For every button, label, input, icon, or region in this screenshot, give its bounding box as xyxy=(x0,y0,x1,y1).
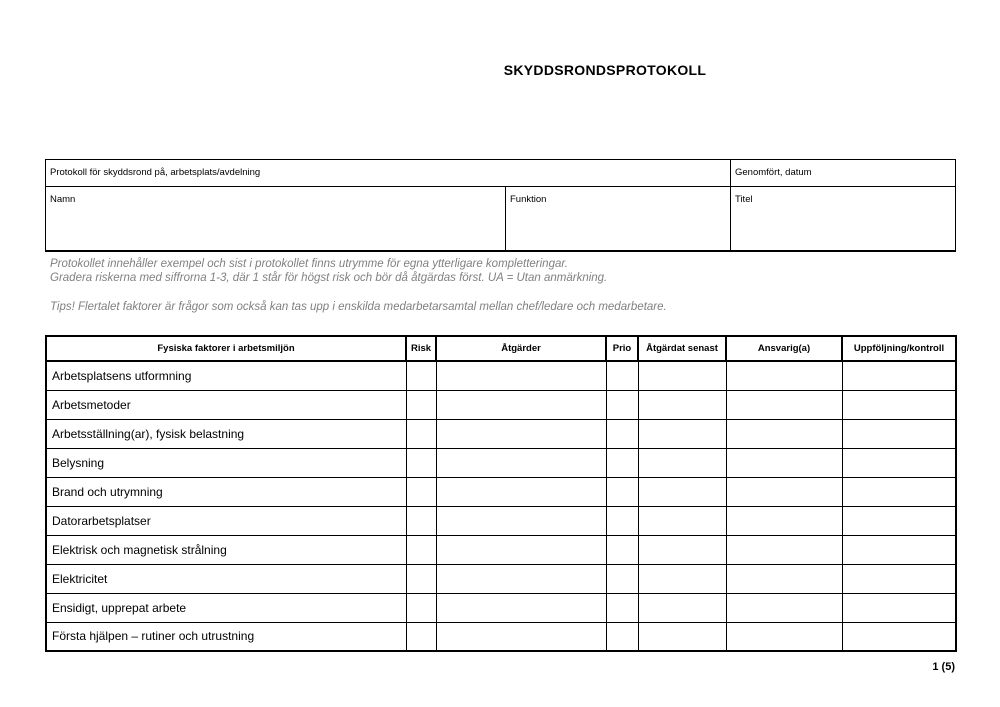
header-uppfoljning: Uppföljning/kontroll xyxy=(842,336,956,361)
factor-cell: Elektrisk och magnetisk strålning xyxy=(46,535,406,564)
table-row xyxy=(46,622,956,651)
risk-cell xyxy=(406,419,436,448)
factor-cell: Arbetsställning(ar), fysisk belastning xyxy=(46,419,406,448)
risk-cell xyxy=(406,564,436,593)
uppfoljning-cell xyxy=(842,622,956,651)
atgardat-senast-cell xyxy=(638,593,726,622)
atgarder-cell xyxy=(436,477,606,506)
instruction-paragraph xyxy=(50,258,607,285)
atgardat-senast-cell xyxy=(638,506,726,535)
factor-cell: Ensidigt, upprepat arbete xyxy=(46,593,406,622)
factor-cell: Arbetsmetoder xyxy=(46,390,406,419)
uppfoljning-cell xyxy=(842,419,956,448)
atgarder-cell xyxy=(436,564,606,593)
uppfoljning-cell xyxy=(842,506,956,535)
table-row xyxy=(46,477,956,506)
header-ansvarig: Ansvarig(a) xyxy=(726,336,842,361)
protocol-header-form xyxy=(45,159,956,252)
prio-cell xyxy=(606,593,638,622)
factor-cell: Brand och utrymning xyxy=(46,477,406,506)
factor-cell: Datorarbetsplatser xyxy=(46,506,406,535)
ansvarig-cell xyxy=(726,477,842,506)
atgardat-senast-cell xyxy=(638,419,726,448)
atgardat-senast-cell xyxy=(638,361,726,390)
uppfoljning-cell xyxy=(842,448,956,477)
prio-cell xyxy=(606,506,638,535)
instruction-line-2: Gradera riskerna med siffrorna 1-3, där 1 står för högst risk och bör då åtgärdas först. UA = Utan anmärkning. xyxy=(50,271,608,284)
ansvarig-cell xyxy=(726,564,842,593)
tips-line: Tips! Flertalet faktorer är frågor som också kan tas upp i enskilda medarbetarsamtal mellan chef/ledare och medarbetare. xyxy=(50,301,667,313)
atgarder-cell xyxy=(436,535,606,564)
table-row xyxy=(46,448,956,477)
risk-cell xyxy=(406,390,436,419)
header-risk: Risk xyxy=(406,336,436,361)
atgarder-cell xyxy=(436,622,606,651)
prio-cell xyxy=(606,419,638,448)
atgarder-cell xyxy=(436,361,606,390)
form-row-workplace xyxy=(46,160,956,187)
risk-cell xyxy=(406,535,436,564)
atgarder-cell xyxy=(436,593,606,622)
atgarder-cell xyxy=(436,506,606,535)
name-label: Namn xyxy=(50,194,76,205)
uppfoljning-cell xyxy=(842,564,956,593)
prio-cell xyxy=(606,535,638,564)
workplace-label: Protokoll för skyddsrond på, arbetsplats/avdelning xyxy=(50,167,261,178)
risk-cell xyxy=(406,448,436,477)
factor-cell: Första hjälpen – rutiner och utrustning xyxy=(46,622,406,651)
ansvarig-cell xyxy=(726,506,842,535)
prio-cell xyxy=(606,361,638,390)
instruction-line-1: Protokollet innehåller exempel och sist i protokollet finns utrymme för egna ytterligare kompletteringar. xyxy=(50,258,568,270)
table-header-row xyxy=(46,336,956,361)
table-row xyxy=(46,535,956,564)
header-fysiska-faktorer: Fysiska faktorer i arbetsmiljön xyxy=(46,336,406,361)
atgarder-cell xyxy=(436,448,606,477)
atgardat-senast-cell xyxy=(638,622,726,651)
table-row xyxy=(46,593,956,622)
table-row xyxy=(46,361,956,390)
prio-cell xyxy=(606,390,638,419)
title-field xyxy=(731,187,956,251)
date-field xyxy=(731,160,956,187)
risk-cell xyxy=(406,506,436,535)
prio-cell xyxy=(606,622,638,651)
factor-cell: Elektricitet xyxy=(46,564,406,593)
ansvarig-cell xyxy=(726,622,842,651)
factor-cell: Arbetsplatsens utformning xyxy=(46,361,406,390)
uppfoljning-cell xyxy=(842,593,956,622)
prio-cell xyxy=(606,448,638,477)
checklist-table xyxy=(45,335,957,652)
uppfoljning-cell xyxy=(842,535,956,564)
document-title: SKYDDSRONDSPROTOKOLL xyxy=(503,62,707,78)
header-prio: Prio xyxy=(606,336,638,361)
header-atgarder: Åtgärder xyxy=(436,336,606,361)
atgarder-cell xyxy=(436,390,606,419)
table-row xyxy=(46,419,956,448)
atgarder-cell xyxy=(436,419,606,448)
ansvarig-cell xyxy=(726,361,842,390)
risk-cell xyxy=(406,622,436,651)
form-row-person xyxy=(46,187,956,251)
date-label: Genomfört, datum xyxy=(735,167,812,178)
atgardat-senast-cell xyxy=(638,448,726,477)
atgardat-senast-cell xyxy=(638,390,726,419)
uppfoljning-cell xyxy=(842,390,956,419)
name-field xyxy=(46,187,506,251)
table-row xyxy=(46,564,956,593)
ansvarig-cell xyxy=(726,390,842,419)
ansvarig-cell xyxy=(726,535,842,564)
factor-cell: Belysning xyxy=(46,448,406,477)
function-field xyxy=(506,187,731,251)
atgardat-senast-cell xyxy=(638,564,726,593)
prio-cell xyxy=(606,477,638,506)
ansvarig-cell xyxy=(726,448,842,477)
ansvarig-cell xyxy=(726,593,842,622)
title-label: Titel xyxy=(735,194,753,205)
atgardat-senast-cell xyxy=(638,535,726,564)
uppfoljning-cell xyxy=(842,361,956,390)
page-number: 1 (5) xyxy=(932,661,955,673)
risk-cell xyxy=(406,361,436,390)
function-label: Funktion xyxy=(510,194,547,205)
uppfoljning-cell xyxy=(842,477,956,506)
atgardat-senast-cell xyxy=(638,477,726,506)
header-atgardat-senast: Åtgärdat senast xyxy=(638,336,726,361)
risk-cell xyxy=(406,477,436,506)
risk-cell xyxy=(406,593,436,622)
workplace-field xyxy=(46,160,731,187)
table-row xyxy=(46,390,956,419)
table-row xyxy=(46,506,956,535)
prio-cell xyxy=(606,564,638,593)
ansvarig-cell xyxy=(726,419,842,448)
